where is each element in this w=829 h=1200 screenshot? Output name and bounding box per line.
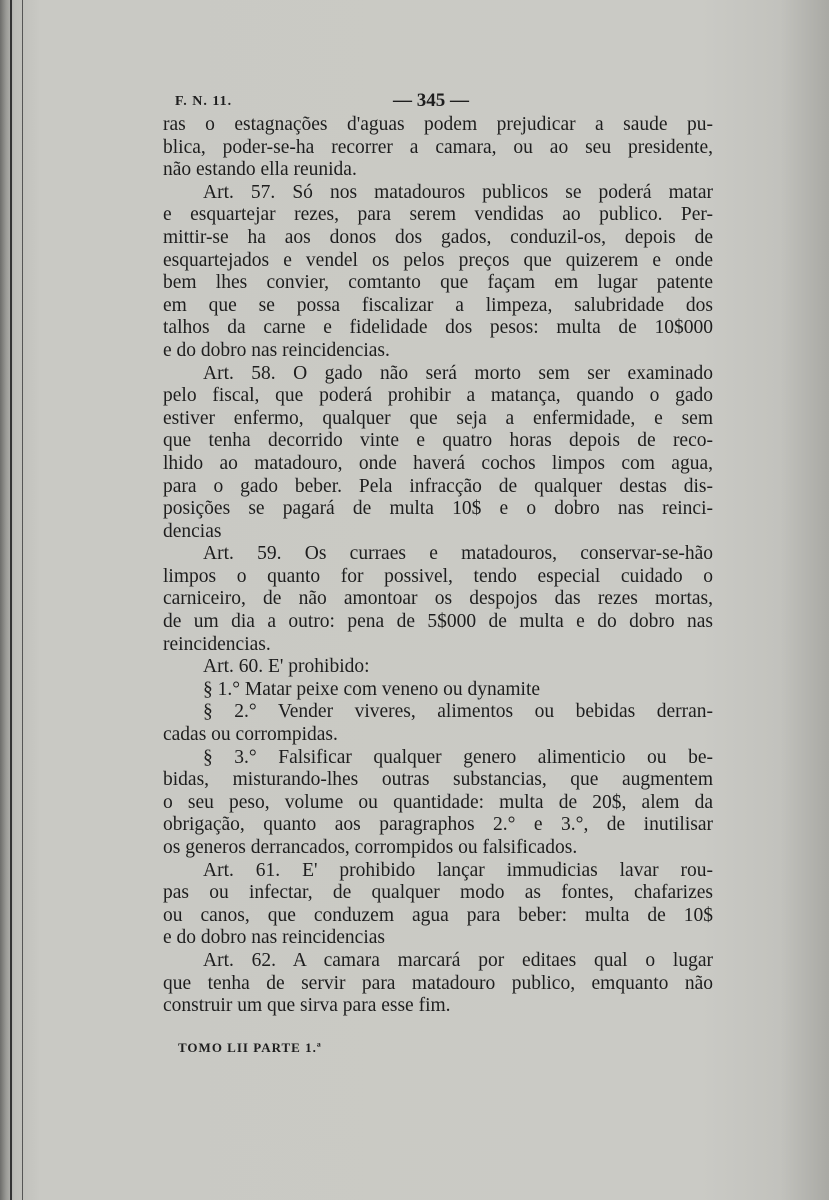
text-line: § 2.° Vender viveres, alimentos ou bebidas derran- bbox=[203, 701, 713, 723]
binding-edge-line bbox=[10, 0, 12, 1200]
text-line: Art. 59. Os curraes e matadouros, conservar-se-hão bbox=[203, 543, 713, 565]
binding-edge-line bbox=[22, 0, 23, 1200]
text-line: dencias bbox=[163, 520, 222, 542]
text-line: construir um que sirva para esse fim. bbox=[163, 995, 451, 1017]
text-line: mittir-se ha aos donos dos gados, conduzil-os, depois de bbox=[163, 226, 713, 248]
page-footer-signature: TOMO LII PARTE 1.ª bbox=[178, 1040, 322, 1055]
text-line: de um dia a outro: pena de 5$000 de multa e do dobro nas bbox=[163, 611, 713, 633]
text-line: o seu peso, volume ou quantidade: multa de 20$, alem da bbox=[163, 791, 713, 813]
text-line: Art. 62. A camara marcará por editaes qual o lugar bbox=[203, 949, 713, 971]
text-line: talhos da carne e fidelidade dos pesos: multa de 10$000 bbox=[163, 317, 713, 339]
text-line: ras o estagnações d'aguas podem prejudicar a saude pu- bbox=[163, 114, 713, 135]
text-line: blica, poder-se-ha recorrer a camara, ou ao seu presidente, bbox=[163, 136, 713, 158]
text-line: para o gado beber. Pela infracção de qualquer destas dis- bbox=[163, 475, 713, 497]
text-line: os generos derrancados, corrompidos ou falsificados. bbox=[163, 837, 578, 858]
text-line: e do dobro nas reincidencias. bbox=[163, 339, 390, 361]
text-line: posições se pagará de multa 10$ e o dobro nas reinci- bbox=[163, 498, 713, 520]
text-line: bem lhes convier, comtanto que façam em lugar patente bbox=[163, 272, 713, 294]
text-line: estiver enfermo, qualquer que seja a enfermidade, e sem bbox=[163, 407, 713, 429]
page-header bbox=[163, 88, 713, 114]
text-line: Art. 57. Só nos matadouros publicos se poderá matar bbox=[203, 181, 713, 203]
text-line: pas ou infectar, de qualquer modo as fontes, chafarizes bbox=[163, 882, 713, 904]
document-page bbox=[163, 88, 713, 1018]
text-line: que tenha de servir para matadouro publico, emquanto não bbox=[163, 972, 713, 994]
text-line: Art. 61. E' prohibido lançar immudicias lavar rou- bbox=[203, 859, 713, 881]
text-line: esquartejados e vendel os pelos preços que quizerem e onde bbox=[163, 249, 713, 271]
text-line: e esquartejar rezes, para serem vendidas ao publico. Per- bbox=[163, 204, 713, 226]
text-line: § 3.° Falsificar qualquer genero alimenticio ou be- bbox=[203, 746, 713, 768]
folio-mark: F. N. 11. bbox=[175, 94, 233, 109]
text-line: obrigação, quanto aos paragraphos 2.° e 3.°, de inutilisar bbox=[163, 814, 713, 836]
text-line: § 1.° Matar peixe com veneno ou dynamite bbox=[203, 678, 541, 700]
text-line: e do dobro nas reincidencias bbox=[163, 927, 386, 949]
text-line: carniceiro, de não amontoar os despojos das rezes mortas, bbox=[163, 588, 713, 610]
page-number: — 345 — bbox=[393, 90, 469, 111]
text-line: cadas ou corrompidas. bbox=[163, 724, 338, 746]
text-line: ou canos, que conduzem agua para beber: multa de 10$ bbox=[163, 904, 713, 926]
text-line: em que se possa fiscalizar a limpeza, salubridade dos bbox=[163, 294, 713, 316]
text-line: limpos o quanto for possivel, tendo especial cuidado o bbox=[163, 565, 713, 587]
text-line: que tenha decorrido vinte e quatro horas depois de reco- bbox=[163, 430, 713, 452]
text-line: pelo fiscal, que poderá prohibir a matança, quando o gado bbox=[163, 385, 713, 407]
text-line: reincidencias. bbox=[163, 633, 271, 655]
text-line: não estando ella reunida. bbox=[163, 159, 357, 181]
text-line: Art. 60. E' prohibido: bbox=[203, 656, 370, 678]
page-body bbox=[163, 114, 713, 1018]
text-line: lhido ao matadouro, onde haverá cochos limpos com agua, bbox=[163, 452, 713, 474]
text-line: bidas, misturando-lhes outras substancias, que augmentem bbox=[163, 769, 713, 791]
text-line: Art. 58. O gado não será morto sem ser examinado bbox=[203, 362, 713, 384]
